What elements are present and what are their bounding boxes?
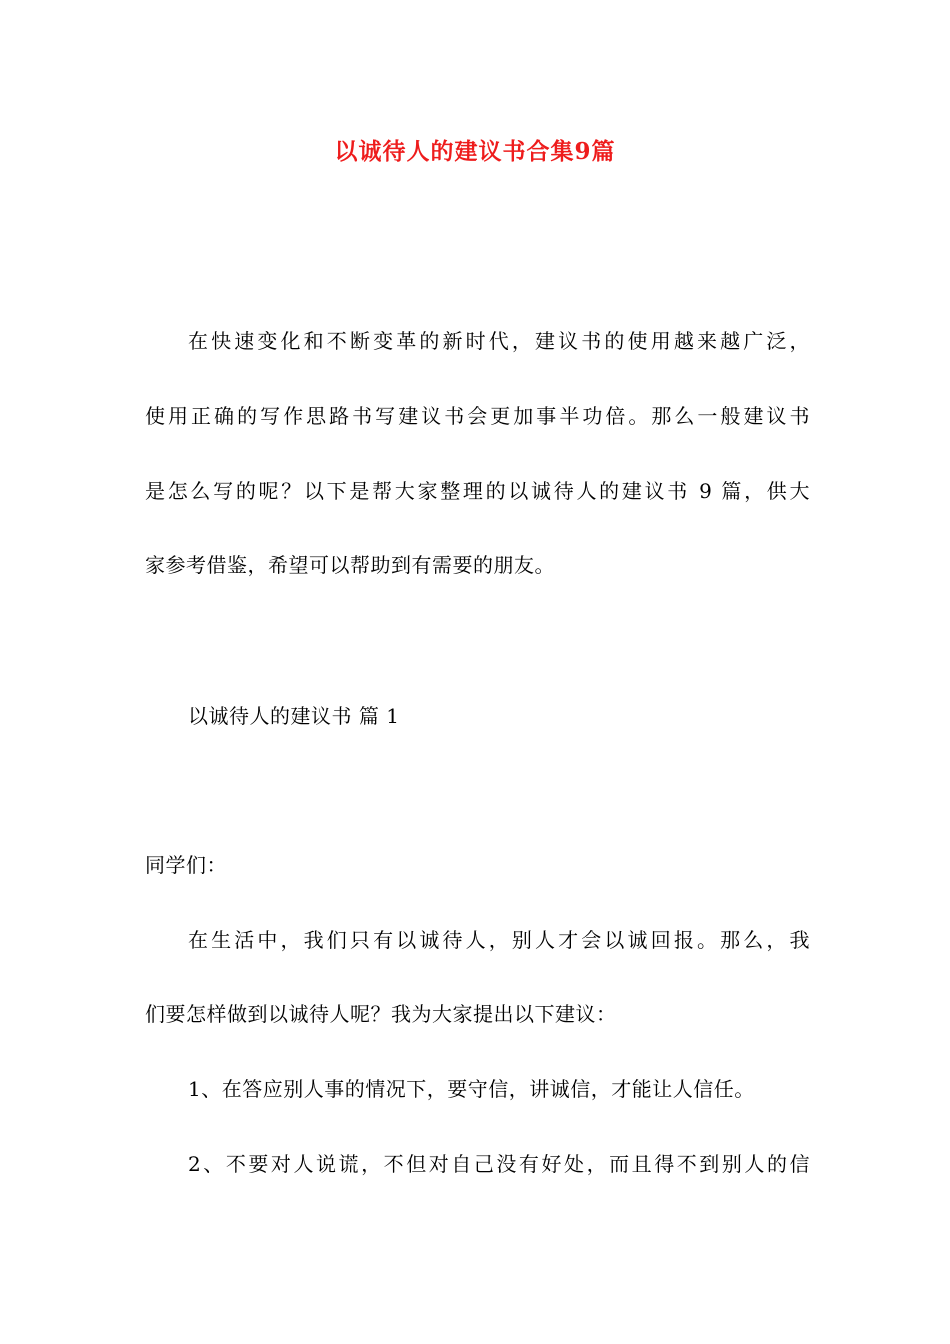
- intro-paragraph-line-3: 是怎么写的呢？以下是帮大家整理的以诚待人的建议书 9 篇，供大: [145, 479, 810, 503]
- intro-paragraph-line-1: 在快速变化和不断变革的新时代，建议书的使用越来越广泛，: [188, 329, 810, 353]
- suggestion-item-2: 2、不要对人说谎，不但对自己没有好处，而且得不到别人的信: [188, 1152, 810, 1176]
- document-title: 以诚待人的建议书合集9篇: [334, 138, 616, 165]
- section-heading: 以诚待人的建议书 篇 1: [188, 704, 400, 728]
- intro-paragraph-line-2: 使用正确的写作思路书写建议书会更加事半功倍。那么一般建议书: [145, 404, 810, 428]
- body-paragraph-line-2: 们要怎样做到以诚待人呢？我为大家提出以下建议：: [145, 1002, 617, 1026]
- salutation: 同学们：: [145, 853, 227, 877]
- intro-paragraph-line-4: 家参考借鉴，希望可以帮助到有需要的朋友。: [145, 553, 555, 577]
- body-paragraph-line-1: 在生活中，我们只有以诚待人，别人才会以诚回报。那么，我: [188, 928, 810, 952]
- suggestion-item-1: 1、在答应别人事的情况下，要守信，讲诚信，才能让人信任。: [188, 1077, 755, 1101]
